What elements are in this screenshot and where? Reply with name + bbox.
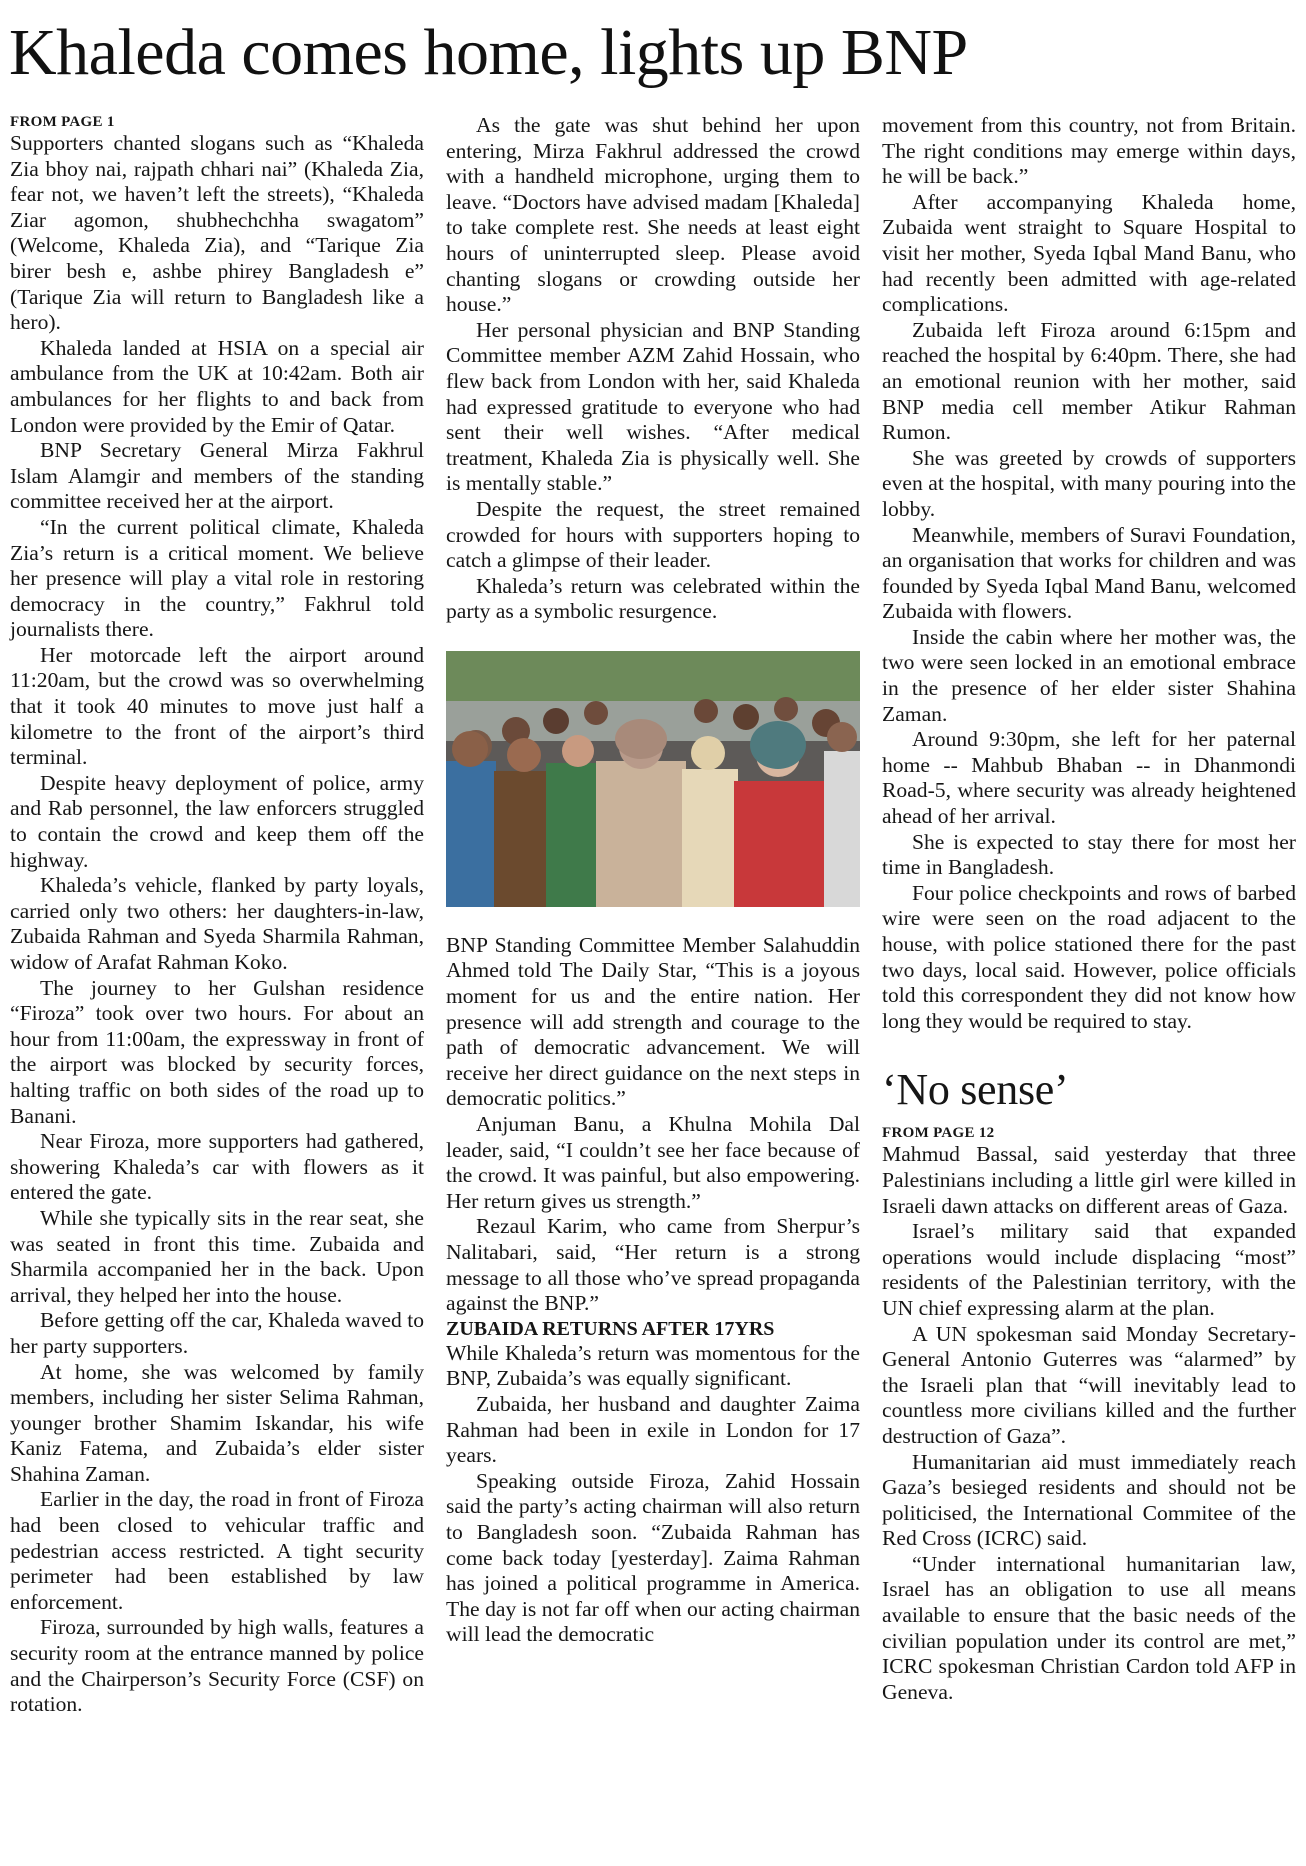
paragraph: After accompanying Khaleda home, Zubaida went straight to Square Hospital to visit her mother, Syeda Iqbal Mand Banu, who had recently been admitted with age-related complications. — [882, 189, 1296, 317]
column-3 — [882, 113, 1296, 1705]
paragraph: Near Firoza, more supporters had gathered, showering Khaleda’s car with flowers as it entered the gate. — [10, 1129, 424, 1205]
paragraph: A UN spokesman said Monday Secretary-General Antonio Guterres was “alarmed” by the Israeli plan that “will inevitably lead to countless more civilians killed and the further destruction of Gaza”. — [882, 1321, 1296, 1448]
paragraph: Speaking outside Firoza, Zahid Hossain said the party’s acting chairman will also return to Bangladesh soon. “Zubaida Rahman has come back today [yesterday]. Zaima Rahman has joined a political programme in America. The day is not far off when our acting chairman will lead the democratic — [446, 1468, 860, 1647]
paragraph: “In the current political climate, Khaleda Zia’s return is a critical moment. We believe her presence will play a vital role in restoring democracy in the country,” Fakhrul told journalists there. — [10, 514, 424, 642]
paragraph: Her personal physician and BNP Standing Committee member AZM Zahid Hossain, who flew back from London with her, said Khaleda had expressed gratitude to everyone who had sent their well wishes. “After medical treatment, Khaleda Zia is physically well. She is mentally stable.” — [446, 317, 860, 496]
paragraph: Khaleda’s vehicle, flanked by party loyals, carried only two others: her daughters-in-law, Zubaida Rahman and Syeda Sharmila Rahman, widow of Arafat Rahman Koko. — [10, 873, 424, 974]
paragraph: Zubaida, her husband and daughter Zaima Rahman had been in exile in London for 17 years. — [446, 1391, 860, 1468]
headline: Khaleda comes home, lights up BNP — [9, 16, 968, 89]
paragraph: While she typically sits in the rear seat, she was seated in front this time. Zubaida and Sharmila accompanied her in the back. Upon arrival, they helped her into the house. — [10, 1205, 424, 1307]
paragraph: Despite the request, the street remained crowded for hours with supporters hoping to catch a glimpse of their leader. — [446, 496, 860, 573]
paragraph: The journey to her Gulshan residence “Firoza” took over two hours. For about an hour from 11:00am, the expressway in front of the airport was blocked by security forces, halting traffic on both sides of the road up to Banani. — [10, 975, 424, 1128]
paragraph: Israel’s military said that expanded operations would include displacing “most” residents of the Palestinian territory, with the UN chief expressing alarm at the plan. — [882, 1219, 1296, 1320]
paragraph: Four police checkpoints and rows of barbed wire were seen on the road adjacent to the house, with police stationed there for the past two days, local said. However, police officials told this correspondent they did not know how long they would be required to stay. — [882, 880, 1296, 1033]
paragraph: Anjuman Banu, a Khulna Mohila Dal leader, said, “I couldn’t see her face because of the crowd. It was painful, but also empowering. Her return gives us strength.” — [446, 1112, 860, 1213]
column-2 — [446, 113, 860, 1648]
paragraph: Humanitarian aid must immediately reach Gaza’s besieged residents and should not be politicised, the International Commitee of the Red Cross (ICRC) said. — [882, 1449, 1296, 1551]
kicker-from-page-1: FROM PAGE 1 — [10, 114, 115, 130]
paragraph: BNP Standing Committee Member Salahuddin Ahmed told The Daily Star, “This is a joyous moment for us and the entire nation. Her presence will add strength and courage to the path of democratic advancement. We will receive her direct guidance on the next steps in democratic politics.” — [446, 932, 860, 1111]
paragraph: While Khaleda’s return was momentous for the BNP, Zubaida’s was equally significant. — [446, 1340, 860, 1391]
subhead-zubaida: ZUBAIDA RETURNS AFTER 17YRS — [446, 1317, 775, 1340]
second-article-headline: ‘No sense’ — [882, 1065, 1069, 1115]
paragraph: Earlier in the day, the road in front of Firoza had been closed to vehicular traffic and pedestrian access restricted. A tight security perimeter had been established by law enforcement. — [10, 1487, 424, 1614]
paragraph: Rezaul Karim, who came from Sherpur’s Nalitabari, said, “Her return is a strong message to all those who’ve spread propaganda against the BNP.” — [446, 1214, 860, 1316]
paragraph: “Under international humanitarian law, Israel has an obligation to use all means available to ensure that the basic needs of the civilian population under its control are met,” ICRC spokesman Christian Cardon told AFP in Geneva. — [882, 1551, 1296, 1704]
paragraph: Her motorcade left the airport around 11:20am, but the crowd was so overwhelming that it took 40 minutes to move just half a kilometre to the front of the airport’s third terminal. — [10, 642, 424, 770]
paragraph: Zubaida left Firoza around 6:15pm and reached the hospital by 6:40pm. There, she had an emotional reunion with her mother, said BNP media cell member Atikur Rahman Rumon. — [882, 317, 1296, 445]
news-photo — [446, 651, 860, 907]
paragraph: Khaleda’s return was celebrated within the party as a symbolic resurgence. — [446, 573, 860, 624]
paragraph: Khaleda landed at HSIA on a special air ambulance from the UK at 10:42am. Both air ambulances for her flights to and back from London were provided by the Emir of Qatar. — [10, 335, 424, 437]
paragraph: Meanwhile, members of Suravi Foundation, an organisation that works for children and was founded by Syeda Iqbal Mand Banu, welcomed Zubaida with flowers. — [882, 522, 1296, 624]
paragraph: Inside the cabin where her mother was, the two were seen locked in an emotional embrace in the presence of her elder sister Shahina Zaman. — [882, 624, 1296, 726]
paragraph: Around 9:30pm, she left for her paternal home -- Mahbub Bhaban -- in Dhanmondi Road-5, where security was already heightened ahead of her arrival. — [882, 727, 1296, 829]
paragraph: She was greeted by crowds of supporters even at the hospital, with many pouring into the lobby. — [882, 445, 1296, 521]
column-1 — [10, 113, 424, 1718]
paragraph: Before getting off the car, Khaleda waved to her party supporters. — [10, 1308, 424, 1358]
paragraph: She is expected to stay there for most her time in Bangladesh. — [882, 829, 1296, 880]
paragraph: At home, she was welcomed by family members, including her sister Selima Rahman, younger brother Shamim Iskandar, his wife Kaniz Fatema, and Zubaida’s elder sister Shahina Zaman. — [10, 1359, 424, 1486]
crowd-photo-illustration — [446, 651, 860, 907]
paragraph: Despite heavy deployment of police, army and Rab personnel, the law enforcers struggled to contain the crowd and keep them off the highway. — [10, 770, 424, 872]
kicker-from-page-12: FROM PAGE 12 — [882, 1125, 995, 1142]
paragraph: Mahmud Bassal, said yesterday that three Palestinians including a little girl were killed in Israeli dawn attacks on different areas of Gaza. — [882, 1142, 1296, 1218]
paragraph: movement from this country, not from Britain. The right conditions may emerge within days, he will be back.” — [882, 113, 1296, 189]
paragraph: Firoza, surrounded by high walls, features a security room at the entrance manned by police and the Chairperson’s Security Force (CSF) on rotation. — [10, 1615, 424, 1717]
paragraph: Supporters chanted slogans such as “Khaleda Zia bhoy nai, rajpath chhari nai” (Khaleda Zia, fear not, we haven’t left the streets), “Khaleda Ziar agomon, shubhechchha swagatom” (Welcome, Khaleda Zia), and “Tarique Zia birer besh e, ashbe phirey Bangladesh e” (Tarique Zia will return to Bangladesh like a hero). — [10, 131, 424, 335]
paragraph: As the gate was shut behind her upon entering, Mirza Fakhrul addressed the crowd with a handheld microphone, urging them to leave. “Doctors have advised madam [Khaleda] to take complete rest. She needs at least eight hours of uninterrupted sleep. Please avoid chanting slogans or crowding outside her house.” — [446, 113, 860, 317]
paragraph: BNP Secretary General Mirza Fakhrul Islam Alamgir and members of the standing committee received her at the airport. — [10, 438, 424, 514]
